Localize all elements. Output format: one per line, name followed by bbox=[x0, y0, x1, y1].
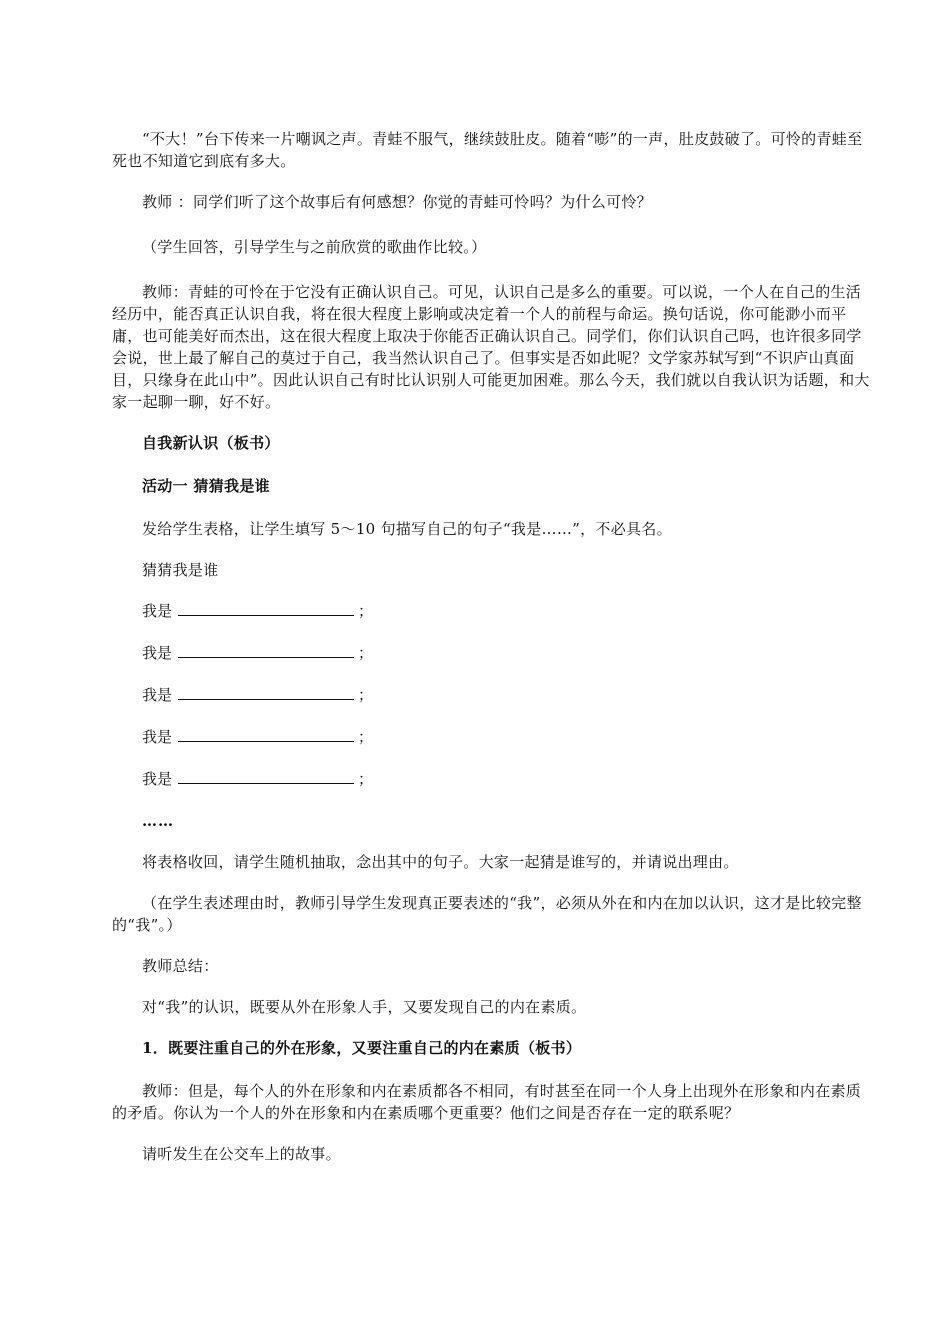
paragraph-student-answer: （学生回答，引导学生与之前欣赏的歌曲作比较。） bbox=[142, 238, 487, 256]
blank-line bbox=[178, 769, 354, 784]
heading-self-recognition: 自我新认识（板书） bbox=[142, 434, 280, 452]
form-title: 猜猜我是谁 bbox=[142, 561, 219, 579]
paragraph-bus-story: 请听发生在公交车上的故事。 bbox=[142, 1145, 341, 1163]
blank-line bbox=[178, 727, 354, 742]
form-line-end: ； bbox=[358, 602, 374, 620]
paragraph-teacher-question: 教师 ：同学们听了这个故事后有何感想？你觉的青蛙可怜吗？为什么可怜？ bbox=[142, 193, 652, 211]
form-line bbox=[112, 600, 870, 622]
form-line-label: 我是 bbox=[142, 728, 173, 746]
form-line-end: ； bbox=[358, 686, 374, 704]
form-line-end: ； bbox=[358, 728, 374, 746]
heading-inner-outer: 1．既要注重自己的外在形象，又要注重自己的内在素质（板书） bbox=[142, 1039, 582, 1057]
paragraph-teacher-summary-label: 教师总结： bbox=[142, 957, 219, 975]
blank-line bbox=[178, 601, 354, 616]
form-line-end: ； bbox=[358, 644, 374, 662]
form-line-label: 我是 bbox=[142, 602, 173, 620]
form-ellipsis: …… bbox=[142, 812, 174, 830]
paragraph-teacher-guidance: （在学生表述理由时，教师引导学生发现真正要表述的“我”，必须从外在和内在加以认识，这才是比较完整的“我”。） bbox=[112, 894, 862, 934]
paragraph-summary: 对“我”的认识，既要从外在形象人手，又要发现自己的内在素质。 bbox=[142, 998, 587, 1016]
form-line-label: 我是 bbox=[142, 686, 173, 704]
form-line bbox=[112, 684, 870, 706]
paragraph-frog-story: “不大！”台下传来一片嘲讽之声。青蛙不服气，继续鼓肚皮。随着“嘭”的一声，肚皮鼓破了。可怜的青蛙至死也不知道它到底有多大。 bbox=[112, 130, 863, 170]
paragraph-teacher-contradiction: 教师：但是，每个人的外在形象和内在素质都各不相同，有时甚至在同一个人身上出现外在形象和内在素质的矛盾。你认为一个人的外在形象和内在素质哪个更重要？他们之间是否存在一定的联系呢？ bbox=[112, 1082, 862, 1122]
form-line bbox=[112, 726, 870, 748]
blank-line bbox=[178, 685, 354, 700]
form-line-label: 我是 bbox=[142, 770, 173, 788]
paragraph-collect-forms: 将表格收回，请学生随机抽取，念出其中的句子。大家一起猜是谁写的，并请说出理由。 bbox=[142, 853, 739, 871]
paragraph-teacher-explanation: 教师：青蛙的可怜在于它没有正确认识自己。可见，认识自己是多么的重要。可以说，一个人在自己的生活经历中，能否真正认识自我，将在很大程度上影响或决定着一个人的前程与命运。换句话说，你可能渺小而平庸，也可能美好而杰出，这在很大程度上取决于你能否正确认识自己。同学们，你们认识自己吗，也许很多同学会说，世上最了解自己的莫过于自己，我当然认识自己了。但事实是否如此呢？文学家苏轼写到“不识庐山真面目，只缘身在此山中”。因此认识自己有时比认识别人可能更加困难。那么今天，我们就以自我认识为话题，和大家一起聊一聊，好不好。 bbox=[112, 283, 870, 411]
form-line bbox=[112, 768, 870, 790]
blank-line bbox=[178, 643, 354, 658]
form-line-end: ； bbox=[358, 770, 374, 788]
heading-activity-one: 活动一 猜猜我是谁 bbox=[142, 477, 270, 495]
form-line bbox=[112, 642, 870, 664]
form-line-label: 我是 bbox=[142, 644, 173, 662]
paragraph-form-instruction: 发给学生表格，让学生填写 5～10 句描写自己的句子“我是……”，不必具名。 bbox=[142, 520, 672, 538]
